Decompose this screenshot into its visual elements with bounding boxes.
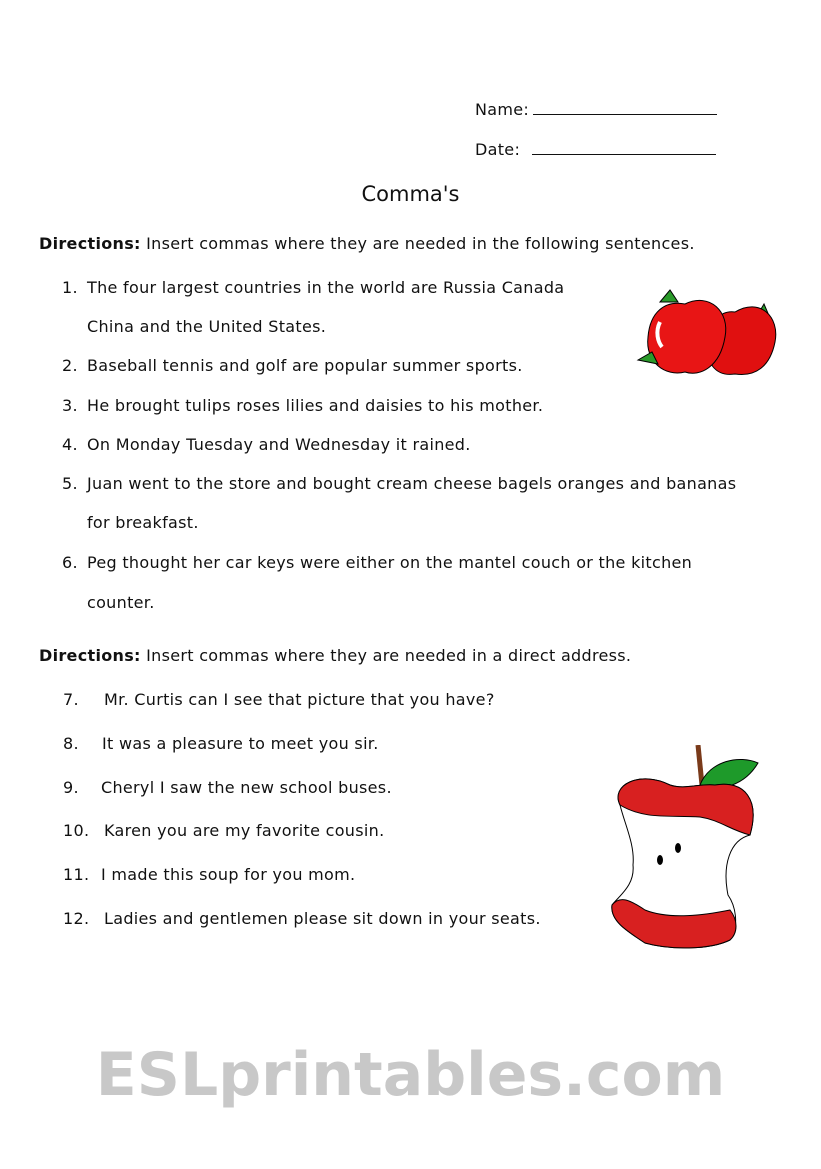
list-item-9 (63, 778, 392, 798)
date-blank[interactable] (532, 140, 716, 155)
list-item-2 (62, 356, 523, 376)
directions-label: Directions: (39, 234, 141, 253)
item-number: 6. (62, 553, 78, 572)
list-item-1 (62, 278, 564, 298)
list-item-4 (62, 435, 471, 455)
item-text: It was a pleasure to meet you sir. (102, 734, 379, 753)
list-item-8 (63, 734, 379, 754)
item-text: Peg thought her car keys were either on the mantel couch or the kitchen (87, 553, 693, 572)
item-text: He brought tulips roses lilies and daisies to his mother. (87, 396, 544, 415)
item-number: 2. (62, 356, 78, 375)
item-text: Ladies and gentlemen please sit down in your seats. (104, 909, 541, 928)
name-field[interactable] (475, 100, 717, 120)
item-text: On Monday Tuesday and Wednesday it rained. (87, 435, 471, 454)
page-title: Comma's (361, 182, 460, 206)
item-number: 12. (63, 909, 90, 928)
item-number: 3. (62, 396, 78, 415)
directions-2 (39, 646, 631, 666)
name-blank[interactable] (533, 100, 717, 115)
item-number: 5. (62, 474, 78, 493)
directions-text: Insert commas where they are needed in a direct address. (146, 646, 632, 665)
item-number: 9. (63, 778, 79, 797)
list-item-7 (63, 690, 495, 710)
item-number: 10. (63, 821, 90, 840)
item-text: I made this soup for you mom. (101, 865, 356, 884)
list-item-10 (63, 821, 384, 841)
date-field[interactable] (475, 140, 716, 160)
item-text: Baseball tennis and golf are popular summer sports. (87, 356, 523, 375)
list-item-11 (63, 865, 355, 885)
item-number: 7. (63, 690, 79, 709)
item-number: 4. (62, 435, 78, 454)
list-item-5 (62, 474, 736, 494)
directions-1 (39, 234, 695, 254)
two-apples-illustration (630, 282, 780, 382)
directions-text: Insert commas where they are needed in the following sentences. (146, 234, 695, 253)
directions-label: Directions: (39, 646, 141, 665)
item-text: Juan went to the store and bought cream cheese bagels oranges and bananas (87, 474, 737, 493)
list-item-1-cont: China and the United States. (87, 317, 327, 336)
item-text: Karen you are my favorite cousin. (104, 821, 385, 840)
item-number: 8. (63, 734, 79, 753)
item-text: Cheryl I saw the new school buses. (101, 778, 392, 797)
watermark: ESLprintables.com (95, 1040, 726, 1110)
item-number: 11. (63, 865, 90, 884)
list-item-3 (62, 396, 543, 416)
item-text: The four largest countries in the world are Russia Canada (87, 278, 565, 297)
name-label: Name: (475, 100, 530, 119)
list-item-6 (62, 553, 692, 573)
apple-core-illustration (600, 745, 760, 950)
date-label: Date: (475, 140, 521, 159)
list-item-12 (63, 909, 541, 929)
item-number: 1. (62, 278, 78, 297)
list-item-6-cont: counter. (87, 593, 155, 612)
list-item-5-cont: for breakfast. (87, 513, 199, 532)
item-text: Mr. Curtis can I see that picture that you have? (104, 690, 495, 709)
